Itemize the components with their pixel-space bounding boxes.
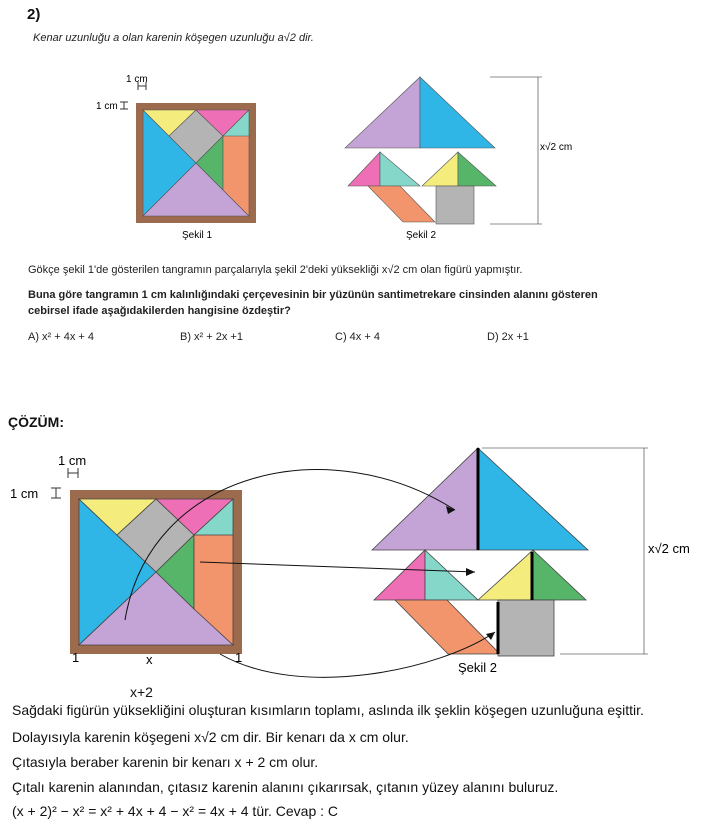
question-body: Gökçe şekil 1'de gösterilen tangramın parçalarıyla şekil 2'deki yüksekliği x√2 cm olan figürü yapmıştır. [28,264,523,276]
tangram-house-small [345,77,496,224]
one-right-label: 1 [235,650,243,665]
solution-title: ÇÖZÜM: [8,414,64,430]
question-intro: Kenar uzunluğu a olan karenin köşegen uzunluğu a√2 dir. [33,32,314,44]
figure-2-small [340,72,590,244]
fig1-caption-small: Şekil 1 [182,230,213,241]
option-b[interactable]: B) x² + 2x +1 [180,331,243,343]
dim-1cm-left-large: 1 cm [10,486,39,501]
option-c[interactable]: C) 4x + 4 [335,331,380,343]
figure-1-small [90,70,270,245]
option-d[interactable]: D) 2x +1 [487,331,529,343]
one-left-label: 1 [72,650,80,665]
side-x-label: x [146,652,153,667]
tangram-house-large [372,448,588,656]
solution-line-5: (x + 2)² − x² = x² + 4x + 4 − x² = 4x + 4 tür. Cevap : C [12,803,339,819]
solution-line-1: Sağdaki figürün yüksekliğini oluşturan kısımların toplamı, aslında ilk şeklin köşegen uzunluğuna eşittir. [12,702,644,718]
height-label-small: x√2 cm [540,142,573,153]
solution-line-2: Dolayısıyla karenin köşegeni x√2 cm dir. Bir kenarı da x cm olur. [12,729,409,745]
fig2-caption-small: Şekil 2 [406,230,437,241]
fig2-caption-large: Şekil 2 [458,660,498,675]
dim-1cm-top-large: 1 cm [58,453,87,468]
total-side-label: x+2 [130,684,153,700]
solution-line-3: Çıtasıyla beraber karenin bir kenarı x + 2 cm olur. [12,754,319,770]
solution-line-4: Çıtalı karenin alanından, çıtasız karenin alanını çıkarırsak, çıtanın yüzey alanını buluruz. [12,779,559,795]
solution-figure [0,440,723,690]
tangram-square-large [70,490,242,654]
height-label-large: x√2 cm [648,541,690,556]
question-prompt-2: cebirsel ifade aşağıdakilerden hangisine özdeştir? [28,305,291,317]
height-dim-small [490,77,542,224]
question-prompt-1: Buna göre tangramın 1 cm kalınlığındaki çerçevesinin bir yüzünün santimetrekare cinsinden alanını gösteren [28,289,598,301]
option-a[interactable]: A) x² + 4x + 4 [28,331,95,343]
question-number: 2) [27,6,41,23]
dim-1cm-left-small: 1 cm [96,101,118,112]
dim-1cm-top-small: 1 cm [126,74,148,85]
tangram-square-small [136,103,256,223]
